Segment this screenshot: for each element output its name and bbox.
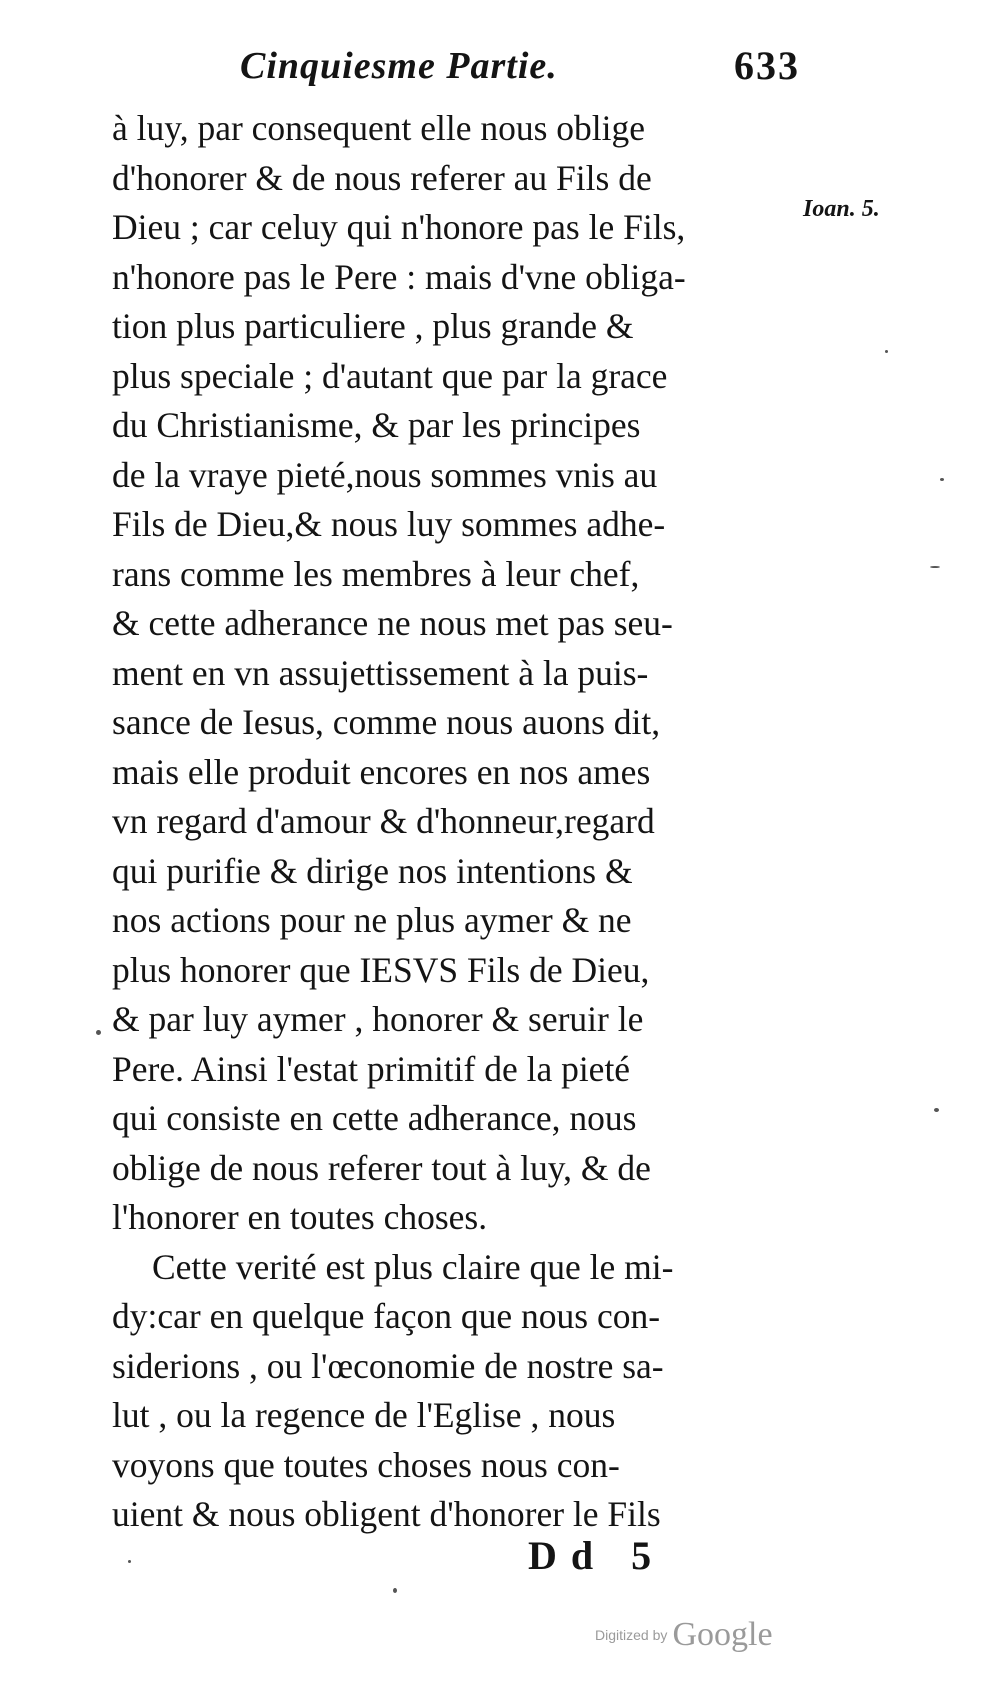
text-line: à luy, par consequent elle nous oblige [112,108,646,148]
text-line: du Christianisme, & par les principes [112,405,641,445]
text-line: nos actions pour ne plus aymer & ne [112,900,632,940]
text-line: d'honorer & de nous referer au Fils de [112,157,652,198]
google-logo: Google [672,1616,773,1653]
text-line: rans comme les membres à leur chef, [112,553,640,594]
text-line: n'honore pas le Pere : mais d'vne obliga- [112,256,686,297]
text-line: oblige de nous referer tout à luy, & de [112,1147,651,1188]
scan-speck [940,478,944,481]
scan-speck [885,350,888,353]
text-line: plus honorer que IESVS Fils de Dieu, [112,949,650,990]
text-line: tion plus particuliere , plus grande & [112,306,634,346]
scan-speck [393,1588,397,1593]
scan-speck [128,1560,131,1563]
paragraph-start-line: Cette verité est plus claire que le mi- [152,1246,674,1287]
text-line: vn regard d'amour & d'honneur,regard [112,801,655,841]
signature-mark: Dd 5 [528,1533,666,1578]
text-line: de la vraye pieté,nous sommes vnis au [112,454,658,495]
digitized-watermark [595,1616,773,1656]
text-line: Pere. Ainsi l'estat primitif de la pieté [112,1048,631,1089]
text-line: voyons que toutes choses nous con- [112,1444,620,1485]
text-line: & cette adherance ne nous met pas seu- [112,603,673,643]
text-line: mais elle produit encores en nos ames [112,751,651,792]
text-line: dy:car en quelque façon que nous con- [112,1296,661,1336]
text-line: qui purifie & dirige nos intentions & [112,850,633,891]
text-line: qui consiste en cette adherance, nous [112,1098,637,1138]
text-line: ment en vn assujettissement à la puis- [112,652,649,693]
page-number: 633 [734,43,800,88]
digitized-by-text: Digitized by [595,1627,668,1643]
running-head [240,38,800,98]
text-line: lut , ou la regence de l'Eglise , nous [112,1395,616,1435]
running-title: Cinquiesme Partie. [240,45,558,87]
text-line: sance de Iesus, comme nous auons dit, [112,702,661,742]
scan-speck [96,1030,101,1035]
text-line: uient & nous obligent d'honorer le Fils [112,1494,661,1534]
scan-speck [934,1108,939,1112]
text-line: Dieu ; car celuy qui n'honore pas le Fils, [112,207,686,247]
text-line: plus speciale ; d'autant que par la grace [112,355,668,396]
text-line: l'honorer en toutes choses. [112,1197,488,1237]
text-line: Fils de Dieu,& nous luy sommes adhe- [112,504,666,544]
text-line: & par luy aymer , honorer & seruir le [112,999,644,1039]
text-line: siderions , ou l'œconomie de nostre sa- [112,1345,664,1386]
scan-speck [930,566,940,568]
body-text [112,104,802,1540]
margin-reference: Ioan. 5. [803,196,880,222]
